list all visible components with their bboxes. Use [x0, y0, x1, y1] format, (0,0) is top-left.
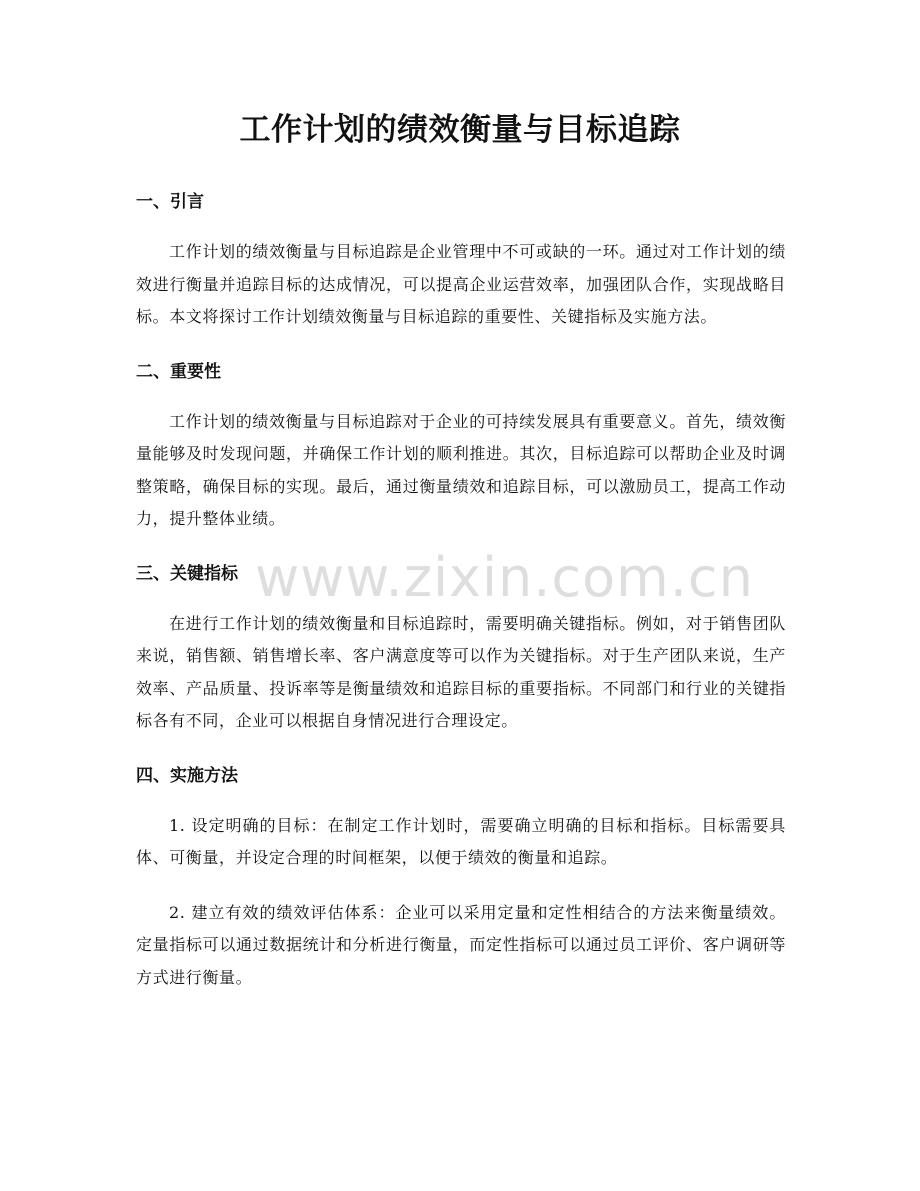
paragraph: 在进行工作计划的绩效衡量和目标追踪时，需要明确关键指标。例如，对于销售团队来说，销售额、销售增长率、客户满意度等可以作为关键指标。对于生产团队来说，生产效率、产品质量、投诉率等是衡量绩效和追踪目标的重要指标。不同部门和行业的关键指标各有不同，企业可以根据自身情况进行合理设定。: [136, 613, 786, 730]
section-heading: 二、重要性: [136, 361, 221, 382]
section-heading: 四、实施方法: [136, 765, 238, 786]
document-title: 工作计划的绩效衡量与目标追踪: [239, 112, 681, 148]
section-key-indicators: [136, 558, 786, 738]
paragraph: 2. 建立有效的绩效评估体系：企业可以采用定量和定性相结合的方法来衡量绩效。定量指标可以通过数据统计和分析进行衡量，而定性指标可以通过员工评价、客户调研等方式进行衡量。: [136, 902, 786, 987]
paragraph: 工作计划的绩效衡量与目标追踪是企业管理中不可或缺的一环。通过对工作计划的绩效进行衡量并追踪目标的达成情况，可以提高企业运营效率，加强团队合作，实现战略目标。本文将探讨工作计划绩效衡量与目标追踪的重要性、关键指标及实施方法。: [136, 242, 786, 326]
section-introduction: [136, 186, 786, 334]
paragraph: 1. 设定明确的目标：在制定工作计划时，需要确立明确的目标和指标。目标需要具体、可衡量，并设定合理的时间框架，以便于绩效的衡量和追踪。: [136, 815, 786, 867]
paragraph: 工作计划的绩效衡量与目标追踪对于企业的可持续发展具有重要意义。首先，绩效衡量能够及时发现问题，并确保工作计划的顺利推进。其次，目标追踪可以帮助企业及时调整策略，确保目标的实现。最后，通过衡量绩效和追踪目标，可以激励员工，提高工作动力，提升整体业绩。: [136, 411, 786, 528]
section-importance: [136, 356, 786, 536]
section-heading: 三、关键指标: [136, 563, 238, 584]
watermark: www.zixin.com.cn: [255, 546, 754, 609]
document-body: [136, 186, 786, 1016]
section-implementation: [136, 760, 786, 995]
section-heading: 一、引言: [136, 192, 204, 212]
